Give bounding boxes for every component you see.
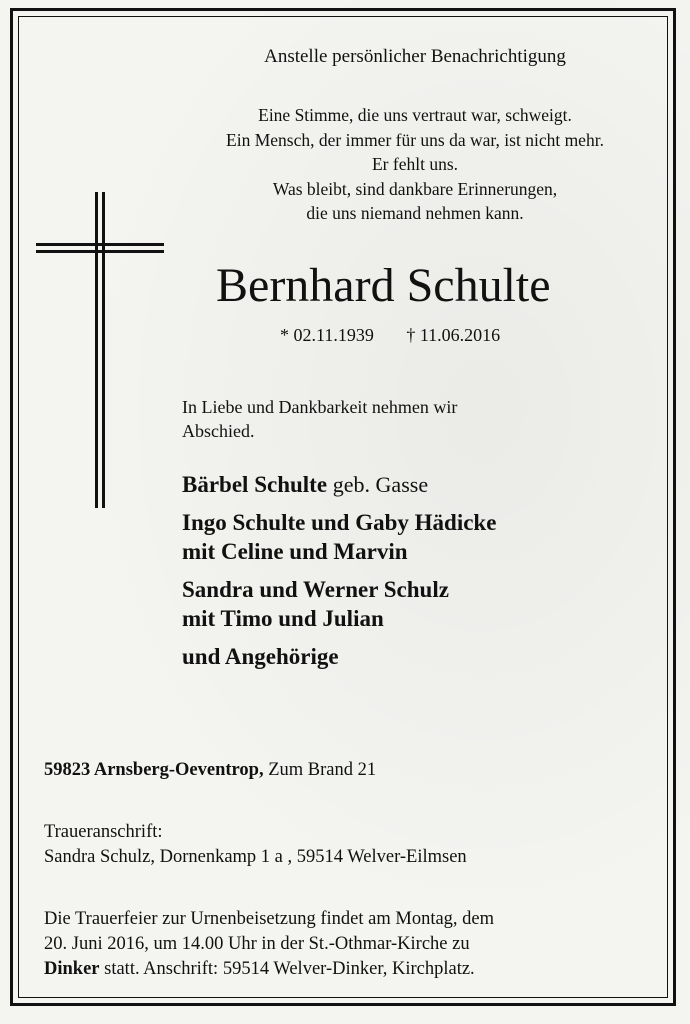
death-date: † 11.06.2016	[406, 325, 501, 345]
spouse-name: Bärbel Schulte	[182, 472, 328, 497]
family-line: mit Celine und Marvin	[182, 539, 408, 564]
poem-line: Er fehlt uns.	[371, 154, 459, 174]
deceased-name: Bernhard Schulte	[216, 259, 551, 312]
family-relatives	[182, 642, 662, 671]
farewell-line: In Liebe und Dankbarkeit nehmen wir	[182, 397, 458, 417]
address-city: 59823 Arnsberg-Oeventrop,	[44, 760, 264, 780]
family-list	[182, 470, 662, 680]
life-dates	[280, 323, 500, 347]
ceremony-line	[44, 957, 494, 982]
family-line: Ingo Schulte und Gaby Hädicke	[182, 510, 497, 535]
mourning-address-label: Traueranschrift:	[44, 822, 163, 842]
ceremony-info	[44, 907, 494, 982]
family-line: und Angehörige	[182, 644, 339, 669]
poem-line: Eine Stimme, die uns vertraut war, schweigt.	[258, 105, 572, 125]
family-spouse	[182, 470, 662, 499]
ceremony-line: 20. Juni 2016, um 14.00 Uhr in der St.-Othmar-Kirche zu	[44, 934, 470, 954]
poem	[160, 103, 670, 226]
family-group	[182, 508, 662, 566]
farewell-text	[182, 395, 602, 443]
cross-icon	[36, 192, 164, 508]
farewell-line: Abschied.	[182, 421, 255, 441]
home-address	[44, 758, 376, 782]
family-line: mit Timo und Julian	[182, 606, 384, 631]
family-line: Sandra und Werner Schulz	[182, 577, 449, 602]
family-group	[182, 575, 662, 633]
intro-line: Anstelle persönlicher Benachrichtigung	[264, 46, 566, 67]
mourning-address-value: Sandra Schulz, Dornenkamp 1 a , 59514 Welver-Eilmsen	[44, 847, 467, 867]
poem-line: Ein Mensch, der immer für uns da war, ist nicht mehr.	[226, 129, 604, 150]
spouse-birthname: geb. Gasse	[332, 472, 429, 497]
poem-line: Was bleibt, sind dankbare Erinnerungen,	[272, 178, 558, 199]
address-street: Zum Brand 21	[268, 760, 377, 780]
poem-line: die uns niemand nehmen kann.	[306, 203, 524, 223]
ceremony-village: Dinker	[44, 959, 100, 979]
ceremony-line-rest: statt. Anschrift: 59514 Welver-Dinker, Kirchplatz.	[99, 959, 475, 979]
ceremony-line: Die Trauerfeier zur Urnenbeisetzung findet am Montag, dem	[44, 909, 495, 929]
birth-date: * 02.11.1939	[280, 325, 374, 345]
mourning-address	[44, 820, 467, 870]
